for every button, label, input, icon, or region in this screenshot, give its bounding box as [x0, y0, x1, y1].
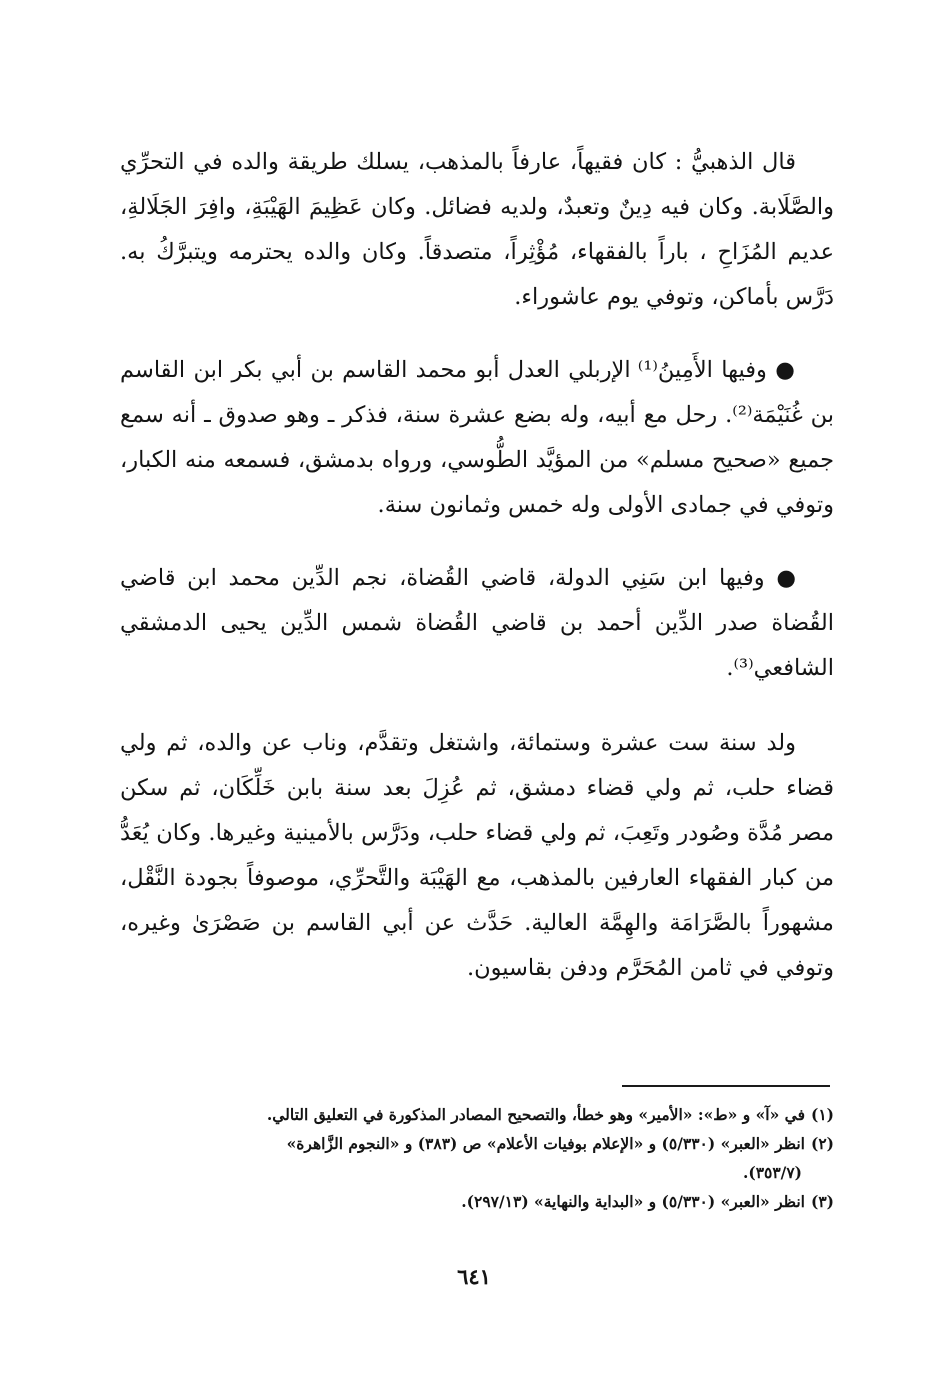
footnote-number: (١)	[810, 1105, 834, 1124]
footnote-2	[120, 1129, 834, 1187]
footnote-1	[120, 1100, 834, 1129]
footnotes	[120, 1100, 834, 1216]
footnote-divider	[622, 1085, 830, 1087]
footnote-number: (٣)	[810, 1192, 834, 1211]
footnote-text: انظر «العبر» (٥/٣٣٠) و «البداية والنهاية» (٢٩٧/١٣).	[461, 1192, 805, 1211]
footnote-3	[120, 1187, 834, 1216]
paragraph-entry-al-amin: ● وفيها الأَمِينُ⁽¹⁾ الإربلي العدل أبو محمد القاسم بن أبي بكر ابن القاسم بن غُنَيْمَة⁽²⁾. رحل مع أبيه، وله بضع عشرة سنة، فذكر ـ وهو صدوق ـ أنه سمع جميع «صحيح مسلم» من المؤيَّد الطُّوسي، ورواه بدمشق، فسمعه منه الكبار، وتوفي في جمادى الأولى وله خمس وثمانون سنة.	[120, 357, 835, 518]
paragraph-entry-ibn-sani-al-dawla: ● وفيها ابن سَنِي الدولة، قاضي القُضاة، نجم الدِّين محمد ابن قاضي القُضاة صدر الدِّين أحمد بن قاضي القُضاة شمس الدِّين يحيى الدمشقي الشافعي⁽³⁾.	[120, 565, 834, 681]
page-number: ٦٤١	[457, 1264, 491, 1289]
footnote-continuation: (٣٥٣/٧).	[742, 1163, 802, 1182]
page-body	[120, 140, 834, 991]
footnote-number: (٢)	[810, 1134, 834, 1153]
footnote-text: انظر «العبر» (٥/٣٣٠) و «الإعلام بوفيات الأعلام» ص (٣٨٣) و «النجوم الزَّاهرة»	[286, 1134, 805, 1153]
paragraph-dhahabi-quote: قال الذهبيُّ : كان فقيهاً، عارفاً بالمذهب، يسلك طريقة والده في التحرِّي والصَّلَابة. وكان فيه دِينٌ وتعبدٌ، ولديه فضائل. وكان عَظِيمَ الهَيْبَةِ، وافِرَ الجَلَالةِ، عديم المُزَاحِ ، باراً بالفقهاء، مُؤْثِراً، متصدقاً. وكان والده يحترمه ويتبرَّكُ به. دَرَّس بأماكن، وتوفي يوم عاشوراء.	[120, 149, 834, 310]
paragraph-biography: ولد سنة ست عشرة وستمائة، واشتغل وتقدَّم، وناب عن والده، ثم ولي قضاء حلب، ثم ولي قضاء دمشق، ثم عُزِلَ بعد سنة بابن خَلِّكَان، ثم سكن مصر مُدَّة وصُودر وتَعِبَ، ثم ولي قضاء حلب، ودَرَّس بالأمينية وغيرها. وكان يُعَدُّ من كبار الفقهاء العارفين بالمذهب، مع الهَيْبَة والتَّحرِّي، موصوفاً بجودة النَّقْل، مشهوراً بالصَّرَامَة والهِمَّة العالية. حَدَّث عن أبي القاسم بن صَصْرَىٰ وغيره، وتوفي في ثامن المُحَرَّم ودفن بقاسيون.	[120, 730, 834, 981]
footnote-text: في «آ» و «ط»: «الأمير» وهو خطأ، والتصحيح المصادر المذكورة في التعليق التالي.	[266, 1105, 805, 1124]
